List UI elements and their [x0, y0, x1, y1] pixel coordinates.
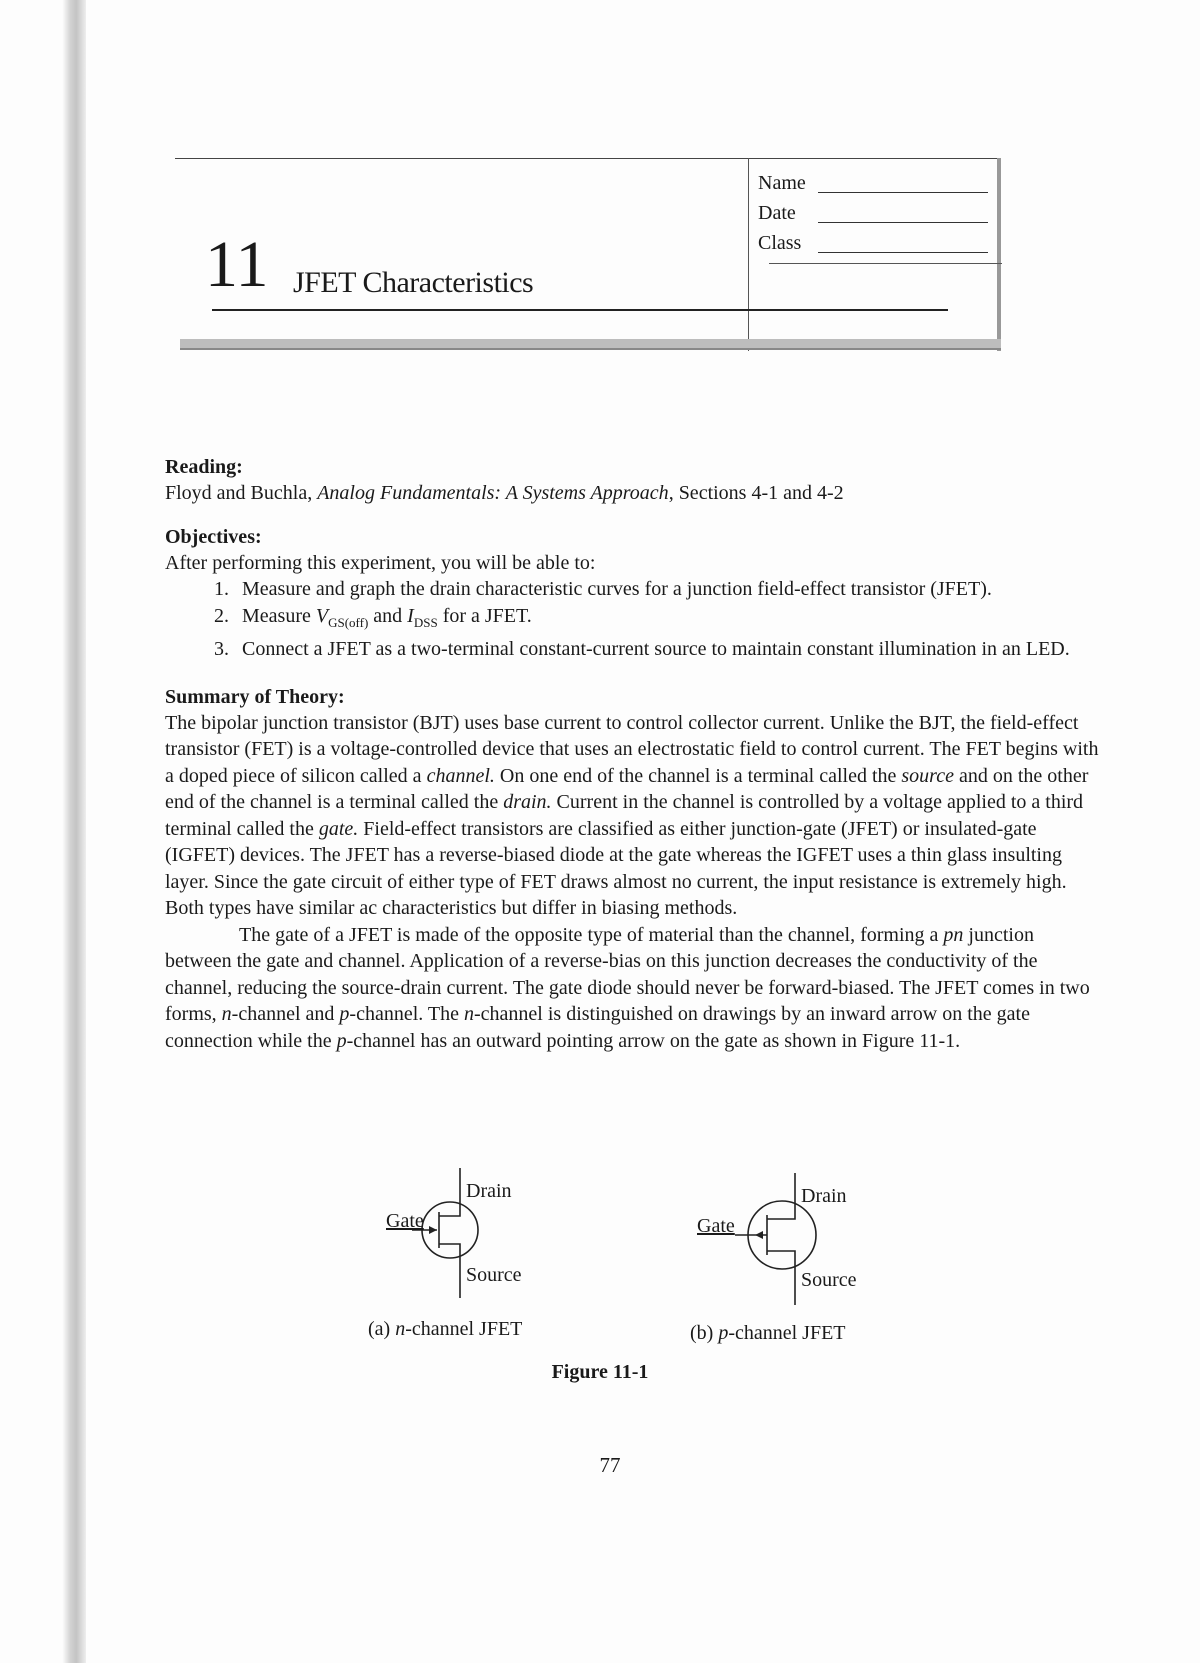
page-number: 77	[599, 1453, 621, 1477]
n-channel-jfet-symbol	[380, 1168, 580, 1308]
theory-paragraph-2: The gate of a JFET is made of the opposite type of material than the channel, forming a pn junction between the gate and channel. Application of a reverse-bias on this junction decreases the conductivity of the channel, reducing the source-drain current. The gate diode should never be forward-biased. The JFET comes in two forms, n-channel and p-channel. The n-channel is distinguished on drawings by an inward arrow on the gate connection while the p-channel has an outward pointing arrow on the gate as shown in Figure 11-1.	[165, 923, 1090, 1052]
chapter-title: JFET Characteristics	[293, 266, 534, 299]
name-line	[818, 192, 988, 193]
reading-heading: Reading:	[165, 456, 243, 478]
drain-label: Drain	[466, 1180, 512, 1202]
date-field[interactable]	[758, 202, 796, 225]
scan-shadow-edge	[62, 0, 86, 1663]
name-field[interactable]	[758, 172, 806, 195]
header-bottom-bar	[180, 339, 1001, 350]
gate-label: Gate	[697, 1215, 735, 1237]
main-content	[165, 454, 1100, 1054]
p-channel-schematic	[695, 1173, 895, 1313]
student-info-box	[748, 158, 1001, 351]
objective-item: 1. Measure and graph the drain characteristic curves for a junction field-effect transistor (JFET).	[234, 576, 1100, 603]
caption-a: (a) n-channel JFET	[368, 1318, 523, 1340]
objectives-intro: After performing this experiment, you will be able to:	[165, 551, 596, 574]
theory-paragraph-1: The bipolar junction transistor (BJT) uses base current to control collector current. Unlike the BJT, the field-effect transistor (FET) is a voltage-controlled device that uses an electrostatic field to control current. The FET begins with a doped piece of silicon called a channel. On one end of the channel is a terminal called the source and on the other end of the channel is a terminal called the drain. Current in the channel is controlled by a voltage applied to a third terminal called the gate. Field-effect transistors are classified as either junction-gate (JFET) or insulated-gate (IGFET) devices. The JFET has a reverse-biased diode at the gate whereas the IGFET uses a thin glass insulting layer. Since the gate circuit of either type of FET draws almost no current, the input resistance is extremely high. Both types have similar ac characteristics but differ in biasing methods.	[165, 711, 1099, 919]
date-line	[818, 222, 988, 223]
form-separator	[769, 263, 1002, 264]
objective-item: 3. Connect a JFET as a two-terminal constant-current source to maintain constant illumination in an LED.	[234, 636, 1100, 663]
figure-title: Figure 11-1	[551, 1361, 649, 1383]
caption-b: (b) p-channel JFET	[690, 1322, 846, 1344]
class-label: Class	[758, 232, 802, 254]
source-label: Source	[466, 1264, 522, 1286]
date-label: Date	[758, 202, 796, 224]
title-rule	[212, 309, 948, 311]
objectives-heading: Objectives:	[165, 525, 262, 548]
book-title: Analog Fundamentals: A Systems Approach	[317, 482, 669, 504]
objectives-list	[165, 576, 1100, 663]
p-channel-jfet-symbol	[695, 1173, 895, 1313]
class-field[interactable]	[758, 232, 801, 255]
class-line	[818, 252, 988, 253]
theory-heading: Summary of Theory:	[165, 685, 345, 708]
chapter-number: 11	[205, 228, 269, 301]
gate-label: Gate	[386, 1210, 424, 1232]
reading-text: Floyd and Buchla, Analog Fundamentals: A Systems Approach, Sections 4-1 and 4-2	[165, 482, 844, 504]
source-label: Source	[801, 1269, 857, 1291]
drain-label: Drain	[801, 1185, 847, 1207]
objective-item: 2. Measure $V_{GS(off)}$ and $I_{DSS}$ for a JFET.	[234, 603, 1100, 637]
name-label: Name	[758, 172, 806, 194]
